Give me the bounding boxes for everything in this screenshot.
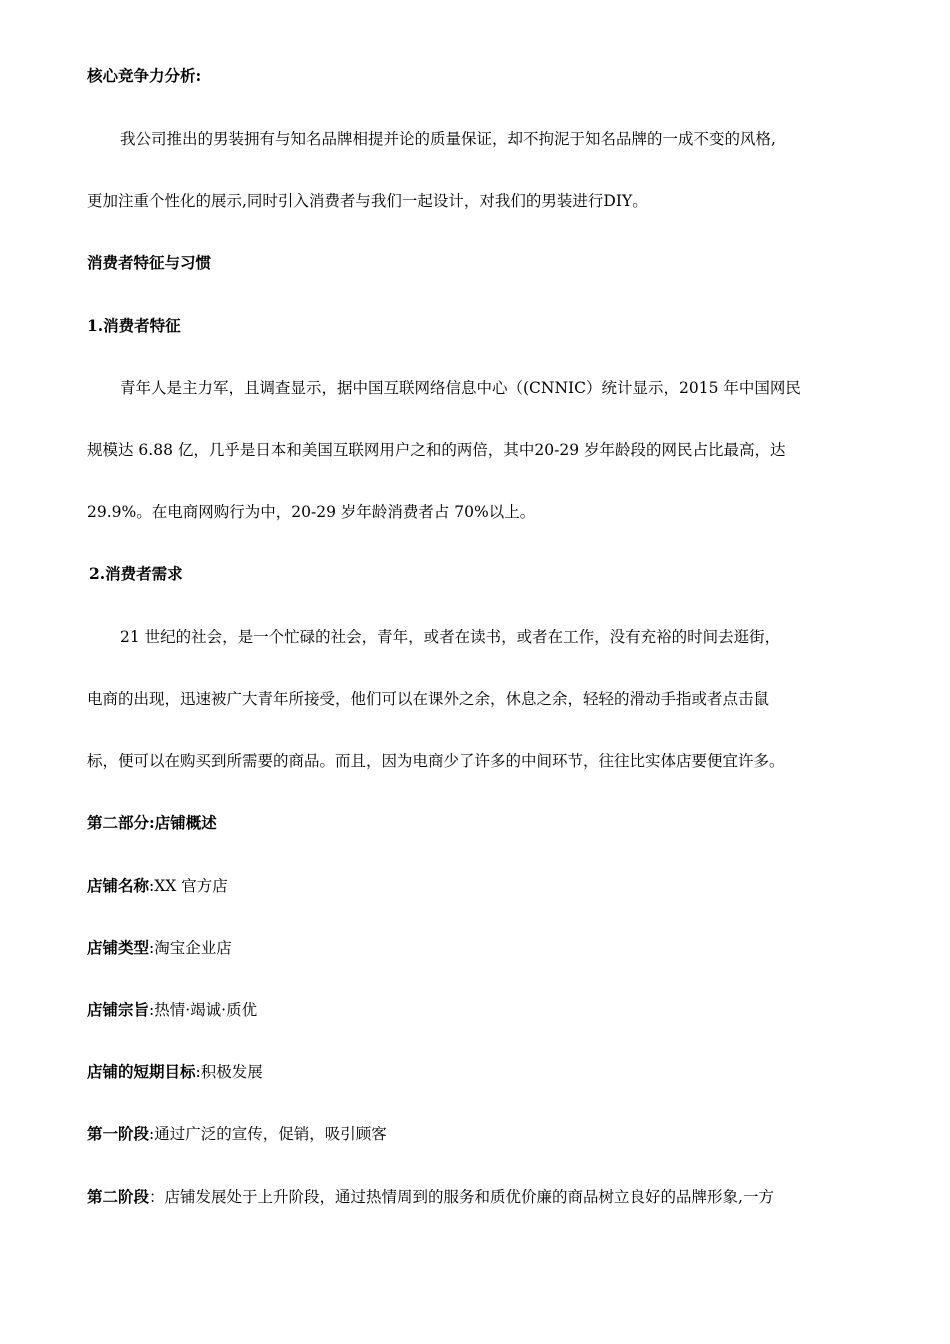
stage-one-row bbox=[87, 1124, 387, 1144]
heading-consumer-traits: 消费者特征与习惯 bbox=[87, 253, 212, 272]
store-purpose-value: :热情·竭诚·质优 bbox=[149, 1001, 258, 1019]
consumer-paragraph-line-1: 青年人是主力军，且调查显示，据中国互联网络信息中心（(CNNIC）统计显示，2015 年中国网民 bbox=[120, 379, 801, 397]
store-purpose-row bbox=[87, 1000, 257, 1020]
demand-paragraph-line-3: 标，便可以在购买到所需要的商品。而且，因为电商少了许多的中间环节，往往比实体店要便宜许多。 bbox=[87, 752, 785, 770]
demand-paragraph-line-2: 电商的出现，迅速被广大青年所接受，他们可以在课外之余，休息之余，轻轻的滑动手指或者点击鼠 bbox=[87, 690, 770, 708]
consumer-paragraph-line-3: 29.9%。在电商网购行为中，20-29 岁年龄消费者占 70%以上。 bbox=[87, 503, 536, 521]
short-term-goal-value: :积极发展 bbox=[195, 1063, 263, 1081]
heading-core-competitiveness: 核心竞争力分析: bbox=[87, 66, 202, 85]
subheading-consumer-characteristics: 1.消费者特征 bbox=[87, 316, 181, 335]
stage-two-value: ：店铺发展处于上升阶段，通过热情周到的服务和质优价廉的商品树立良好的品牌形象,一方 bbox=[149, 1188, 774, 1206]
demand-paragraph-line-1: 21 世纪的社会，是一个忙碌的社会，青年，或者在读书，或者在工作，没有充裕的时间去逛街， bbox=[120, 628, 781, 646]
store-name-value: :XX 官方店 bbox=[149, 877, 228, 895]
store-purpose-label: 店铺宗旨 bbox=[87, 1000, 150, 1019]
heading-part-two-store-overview: 第二部分:店铺概述 bbox=[87, 813, 217, 832]
store-type-row bbox=[87, 938, 232, 958]
store-name-row bbox=[87, 876, 228, 896]
store-type-label: 店铺类型 bbox=[87, 938, 150, 957]
stage-two-row bbox=[87, 1187, 774, 1207]
stage-one-label: 第一阶段 bbox=[87, 1124, 150, 1143]
consumer-paragraph-line-2: 规模达 6.88 亿，几乎是日本和美国互联网用户之和的两倍，其中20-29 岁年龄段的网民占比最高，达 bbox=[87, 441, 786, 459]
core-paragraph-line-1: 我公司推出的男装拥有与知名品牌相提并论的质量保证，却不拘泥于知名品牌的一成不变的风格, bbox=[120, 130, 776, 148]
short-term-goal-label: 店铺的短期目标 bbox=[87, 1062, 196, 1081]
short-term-goal-row bbox=[87, 1062, 263, 1082]
core-paragraph-line-2: 更加注重个性化的展示,同时引入消费者与我们一起设计，对我们的男装进行DIY。 bbox=[87, 192, 648, 210]
store-type-value: :淘宝企业店 bbox=[149, 939, 232, 957]
stage-one-value: :通过广泛的宣传，促销，吸引顾客 bbox=[149, 1125, 387, 1143]
subheading-consumer-demand: 2.消费者需求 bbox=[89, 564, 183, 583]
stage-two-label: 第二阶段 bbox=[87, 1187, 150, 1206]
store-name-label: 店铺名称 bbox=[87, 876, 150, 895]
